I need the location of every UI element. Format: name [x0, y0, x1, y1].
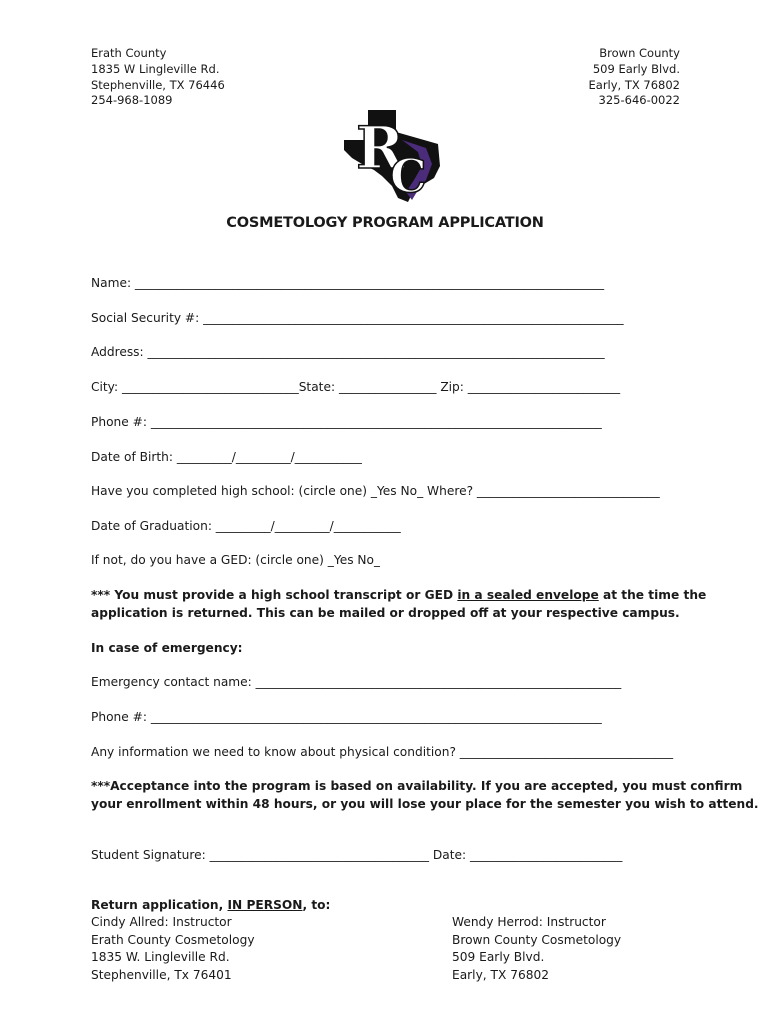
transcript-notice-line2: application is returned. This can be mailed or dropped off at your respective campus. [91, 605, 680, 620]
high-school-label: Have you completed high school: (circle one) [91, 484, 371, 498]
brown-return-city: Early, TX 76802 [452, 967, 549, 982]
brown-campus-city: Early, TX 76802 [588, 77, 680, 92]
acceptance-notice-line2: your enrollment within 48 hours, or you will lose your place for the semester you wish to attend. [91, 796, 759, 811]
return-heading [91, 898, 330, 912]
signature-date-field[interactable]: Student Signature: ____________________________________ Date: _________________________ [91, 848, 623, 862]
erath-campus-name: Erath County [91, 46, 167, 60]
name-field[interactable]: Name: _____________________________________________________________________________ [91, 276, 605, 290]
acceptance-notice [91, 778, 759, 813]
brown-return-street: 509 Early Blvd. [452, 950, 545, 964]
return-heading-suffix: , to: [302, 898, 331, 912]
erath-campus-phone: 254-968-1089 [91, 93, 173, 108]
erath-return-street: 1835 W. Lingleville Rd. [91, 950, 230, 964]
erath-campus-address [91, 46, 225, 109]
brown-department: Brown County Cosmetology [452, 932, 622, 947]
emergency-contact-field[interactable]: Emergency contact name: ____________________________________________________________ [91, 675, 622, 689]
erath-return-city: Stephenville, Tx 76401 [91, 967, 232, 982]
emergency-phone-field[interactable]: Phone #: __________________________________________________________________________ [91, 710, 602, 724]
erath-campus-city: Stephenville, TX 76446 [91, 77, 225, 92]
ged-label: If not, do you have a GED: (circle one) [91, 553, 328, 567]
emergency-heading: In case of emergency: [91, 641, 243, 655]
high-school-options[interactable]: _Yes No_ [370, 484, 424, 498]
brown-campus-name: Brown County [599, 46, 680, 60]
transcript-notice [91, 587, 707, 622]
return-heading-text: Return application, [91, 898, 228, 912]
logo-letter-c: C [390, 149, 427, 203]
high-school-where-field[interactable]: Where? ______________________________ [423, 484, 660, 498]
brown-instructor: Wendy Herrod: Instructor [452, 915, 606, 929]
erath-campus-street: 1835 W Lingleville Rd. [91, 61, 220, 76]
brown-campus-phone: 325-646-0022 [598, 93, 680, 108]
form-title: COSMETOLOGY PROGRAM APPLICATION [226, 215, 544, 231]
dob-field[interactable]: Date of Birth: _________/_________/___________ [91, 450, 362, 464]
rc-logo [340, 106, 444, 206]
acceptance-notice-line1: ***Acceptance into the program is based on availability. If you are accepted, you must confirm [91, 779, 743, 793]
graduation-date-field[interactable]: Date of Graduation: _________/_________/___________ [91, 519, 401, 533]
high-school-question[interactable] [91, 484, 681, 498]
erath-instructor: Cindy Allred: Instructor [91, 915, 232, 929]
erath-department: Erath County Cosmetology [91, 932, 255, 947]
address-field[interactable]: Address: ___________________________________________________________________________ [91, 345, 605, 359]
physical-condition-field[interactable]: Any information we need to know about physical condition? ___________________________________ [91, 745, 674, 759]
ssn-field[interactable]: Social Security #: _____________________________________________________________________ [91, 311, 624, 325]
brown-campus-street: 509 Early Blvd. [592, 61, 680, 76]
city-state-zip-field[interactable]: City: _____________________________State: ________________ Zip: _________________________ [91, 380, 621, 394]
transcript-notice-text-end: at the time the [598, 588, 707, 602]
phone-field[interactable]: Phone #: __________________________________________________________________________ [91, 415, 602, 429]
logo-letter-r: R [356, 114, 405, 182]
brown-campus-address [589, 46, 681, 109]
sealed-envelope-emphasis: in a sealed envelope [457, 588, 599, 602]
ged-question[interactable] [91, 553, 380, 567]
ged-options[interactable]: _Yes No_ [327, 553, 381, 567]
erath-return-address [91, 914, 255, 984]
in-person-emphasis: IN PERSON [227, 898, 303, 912]
transcript-notice-text: *** You must provide a high school transcript or GED [91, 588, 458, 602]
brown-return-address [452, 914, 621, 984]
